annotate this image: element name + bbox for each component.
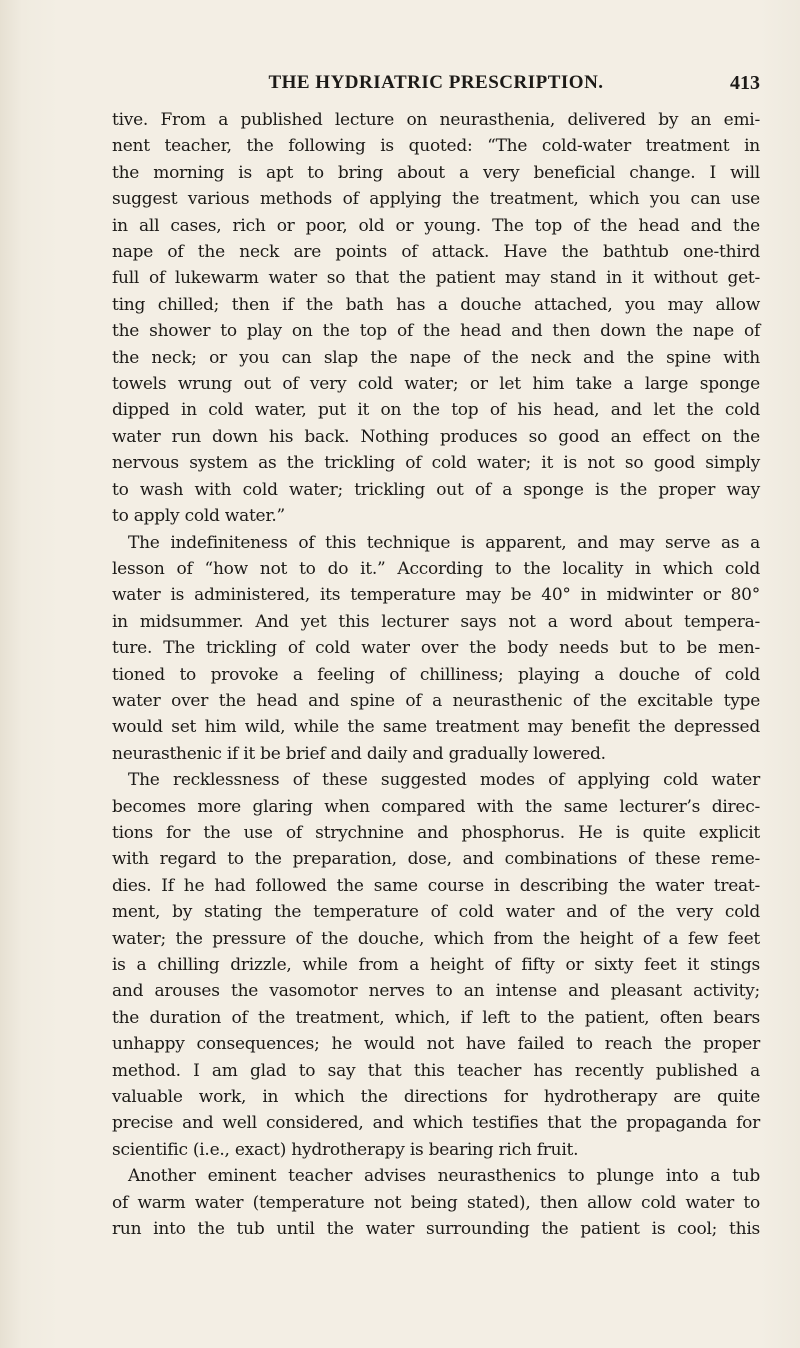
text-line: method. I am glad to say that this teacher has recently published a — [112, 1060, 760, 1081]
text-line: water run down his back. Nothing produces so good an effect on the — [112, 426, 760, 447]
text-line: nervous system as the trickling of cold water; it is not so good simply — [112, 453, 760, 474]
text-line: neurasthenic if it be brief and daily and gradually lowered. — [112, 743, 606, 764]
text-line: to wash with cold water; trickling out of a sponge is the proper way — [112, 479, 760, 500]
text-line: the morning is apt to bring about a very beneficial change. I will — [112, 162, 760, 183]
text-line: The indefiniteness of this technique is apparent, and may serve as a — [128, 532, 760, 553]
text-line: run into the tub until the water surrounding the patient is cool; this — [112, 1219, 760, 1240]
text-line: in midsummer. And yet this lecturer says not a word about tempera- — [112, 611, 760, 632]
text-line: the neck; or you can slap the nape of the neck and the spine with — [112, 347, 760, 368]
body-text — [112, 107, 760, 1242]
text-line: dies. If he had followed the same course in describing the water treat- — [112, 875, 760, 896]
text-line: unhappy consequences; he would not have failed to reach the proper — [112, 1034, 760, 1055]
text-line: becomes more glaring when compared with the same lecturer’s direc- — [112, 796, 760, 817]
text-line: the duration of the treatment, which, if left to the patient, often bears — [112, 1007, 760, 1028]
text-line: of warm water (temperature not being stated), then allow cold water to — [112, 1192, 760, 1213]
page-header — [112, 72, 760, 96]
text-line: ment, by stating the temperature of cold water and of the very cold — [112, 902, 760, 923]
text-line: valuable work, in which the directions for hydrotherapy are quite — [112, 1087, 760, 1108]
text-line: nape of the neck are points of attack. Have the bathtub one-third — [112, 242, 760, 263]
text-line: tive. From a published lecture on neurasthenia, delivered by an emi- — [112, 110, 760, 130]
text-line: lesson of “how not to do it.” According to the locality in which cold — [112, 558, 760, 579]
text-line: precise and well considered, and which testifies that the propaganda for — [112, 1113, 760, 1134]
page-number: 413 — [730, 72, 760, 94]
text-line: water over the head and spine of a neurasthenic of the excitable type — [112, 690, 760, 711]
text-line: towels wrung out of very cold water; or let him take a large sponge — [112, 374, 760, 395]
text-line: and arouses the vasomotor nerves to an intense and pleasant activity; — [112, 981, 760, 1002]
text-line: Another eminent teacher advises neurasthenics to plunge into a tub — [128, 1166, 760, 1187]
text-line: full of lukewarm water so that the patient may stand in it without get- — [112, 268, 760, 289]
text-line: nent teacher, the following is quoted: “The cold-water treatment in — [112, 136, 760, 157]
text-line: water; the pressure of the douche, which from the height of a few feet — [112, 928, 760, 949]
text-line: in all cases, rich or poor, old or young. The top of the head and the — [112, 215, 760, 236]
text-line: the shower to play on the top of the head and then down the nape of — [112, 321, 760, 342]
running-head: THE HYDRIATRIC PRESCRIPTION. — [268, 72, 604, 93]
text-line: tioned to provoke a feeling of chilliness; playing a douche of cold — [112, 664, 760, 685]
text-line: is a chilling drizzle, while from a height of fifty or sixty feet it stings — [112, 955, 760, 975]
text-line: ture. The trickling of cold water over the body needs but to be men- — [112, 638, 760, 659]
text-line: water is administered, its temperature may be 40° in midwinter or 80° — [112, 585, 760, 606]
text-line: tions for the use of strychnine and phosphorus. He is quite explicit — [112, 822, 760, 843]
text-line: with regard to the preparation, dose, and combinations of these reme- — [112, 849, 760, 870]
text-line: suggest various methods of applying the treatment, which you can use — [112, 189, 760, 210]
text-line: dipped in cold water, put it on the top of his head, and let the cold — [112, 400, 760, 421]
text-line: scientific (i.e., exact) hydrotherapy is bearing rich fruit. — [112, 1139, 579, 1160]
text-line: ting chilled; then if the bath has a douche attached, you may allow — [112, 294, 760, 315]
text-line: would set him wild, while the same treatment may benefit the depressed — [112, 717, 760, 738]
text-line: to apply cold water.” — [112, 506, 285, 527]
text-line: The recklessness of these suggested modes of applying cold water — [128, 770, 760, 791]
